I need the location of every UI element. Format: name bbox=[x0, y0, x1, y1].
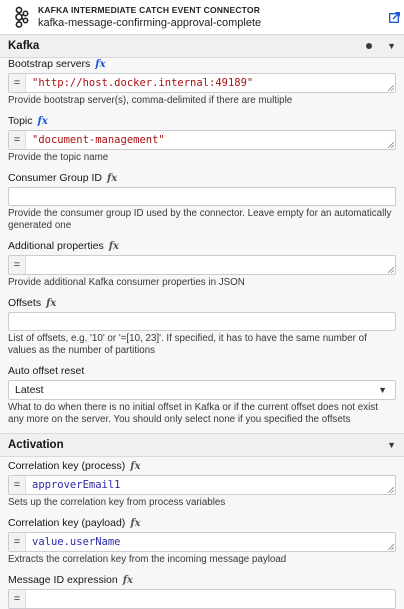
group-content-activation bbox=[0, 457, 404, 609]
input-value: approverEmail1 bbox=[32, 479, 121, 491]
field-bootstrap-servers bbox=[8, 57, 396, 107]
field-description: Provide bootstrap server(s), comma-delimited if there are multiple bbox=[8, 95, 293, 106]
resize-handle-icon[interactable] bbox=[388, 142, 394, 148]
field-description: What to do when there is no initial offset in Kafka or if the current offset does not exist any more on the server. You should only select none if you specified the offsets bbox=[8, 402, 378, 425]
feel-equals-icon: = bbox=[9, 533, 26, 551]
field-description: Provide the consumer group ID used by the connector. Leave empty for an automatically generated one bbox=[8, 208, 392, 231]
field-label: Correlation key (process) bbox=[8, 460, 126, 472]
group-header-activation[interactable] bbox=[0, 433, 404, 457]
kafka-icon bbox=[6, 4, 32, 30]
fx-icon[interactable]: fx bbox=[108, 240, 119, 252]
field-consumer-group-id bbox=[8, 171, 396, 232]
selected-value: Latest bbox=[15, 384, 44, 396]
feel-equals-icon: = bbox=[9, 590, 26, 608]
field-label: Topic bbox=[8, 115, 33, 127]
field-offsets bbox=[8, 296, 396, 357]
properties-panel-header bbox=[0, 0, 404, 35]
field-label: Message ID expression bbox=[8, 574, 118, 586]
input-value: "document-management" bbox=[32, 134, 165, 146]
field-correlation-key-process bbox=[8, 459, 396, 509]
field-topic bbox=[8, 114, 396, 164]
fx-icon[interactable]: fx bbox=[37, 115, 48, 127]
field-description: Sets up the correlation key from process variables bbox=[8, 497, 226, 508]
fx-icon[interactable]: fx bbox=[130, 460, 141, 472]
correlation-key-process-input[interactable] bbox=[8, 475, 396, 495]
chevron-down-icon: ▼ bbox=[378, 385, 387, 395]
field-label: Additional properties bbox=[8, 240, 104, 252]
topic-input[interactable] bbox=[8, 130, 396, 150]
additional-properties-input[interactable] bbox=[8, 255, 396, 275]
chevron-down-icon[interactable]: ▼ bbox=[387, 41, 396, 51]
external-link-icon[interactable] bbox=[389, 12, 400, 23]
consumer-group-id-input[interactable] bbox=[8, 187, 396, 206]
resize-handle-icon[interactable] bbox=[388, 487, 394, 493]
field-additional-properties bbox=[8, 239, 396, 289]
field-label: Consumer Group ID bbox=[8, 172, 102, 184]
group-header-kafka[interactable] bbox=[0, 35, 404, 58]
field-label: Correlation key (payload) bbox=[8, 517, 126, 529]
auto-offset-reset-select[interactable] bbox=[8, 380, 396, 400]
feel-equals-icon: = bbox=[9, 256, 26, 274]
feel-equals-icon: = bbox=[9, 476, 26, 494]
fx-icon[interactable]: fx bbox=[130, 517, 141, 529]
field-label: Bootstrap servers bbox=[8, 58, 91, 70]
resize-handle-icon[interactable] bbox=[388, 267, 394, 273]
message-id-expression-input[interactable] bbox=[8, 589, 396, 609]
chevron-down-icon[interactable]: ▼ bbox=[387, 440, 396, 450]
group-content-kafka bbox=[0, 57, 404, 426]
fx-icon[interactable]: fx bbox=[106, 172, 118, 184]
field-message-id-expression bbox=[8, 573, 396, 609]
group-title: Activation bbox=[8, 439, 64, 451]
input-value: "http://host.docker.internal:49189" bbox=[32, 77, 254, 89]
field-description: Provide the topic name bbox=[8, 152, 109, 163]
data-indicator-dot bbox=[366, 43, 372, 49]
element-name: kafka-message-confirming-approval-complete bbox=[38, 17, 262, 29]
resize-handle-icon[interactable] bbox=[388, 544, 394, 550]
feel-equals-icon: = bbox=[9, 131, 26, 149]
field-auto-offset-reset bbox=[8, 364, 396, 426]
field-label: Auto offset reset bbox=[8, 365, 85, 377]
bootstrap-servers-input[interactable] bbox=[8, 73, 396, 93]
fx-icon[interactable]: fx bbox=[122, 574, 133, 586]
resize-handle-icon[interactable] bbox=[388, 85, 394, 91]
correlation-key-payload-input[interactable] bbox=[8, 532, 396, 552]
fx-icon[interactable]: fx bbox=[46, 297, 57, 309]
field-correlation-key-payload bbox=[8, 516, 396, 566]
field-description: List of offsets, e.g. '10' or '=[10, 23]'. If specified, it has to have the same number of values as the number of partitions bbox=[8, 333, 367, 356]
field-description: Provide additional Kafka consumer properties in JSON bbox=[8, 277, 245, 288]
fx-icon[interactable]: fx bbox=[95, 58, 106, 70]
field-description: Extracts the correlation key from the incoming message payload bbox=[8, 554, 287, 565]
group-title: Kafka bbox=[8, 40, 40, 52]
offsets-input[interactable] bbox=[8, 312, 396, 331]
input-value: value.userName bbox=[32, 536, 121, 548]
feel-equals-icon: = bbox=[9, 74, 26, 92]
field-label: Offsets bbox=[8, 297, 42, 309]
element-type-label: KAFKA INTERMEDIATE CATCH EVENT CONNECTOR bbox=[38, 5, 261, 15]
